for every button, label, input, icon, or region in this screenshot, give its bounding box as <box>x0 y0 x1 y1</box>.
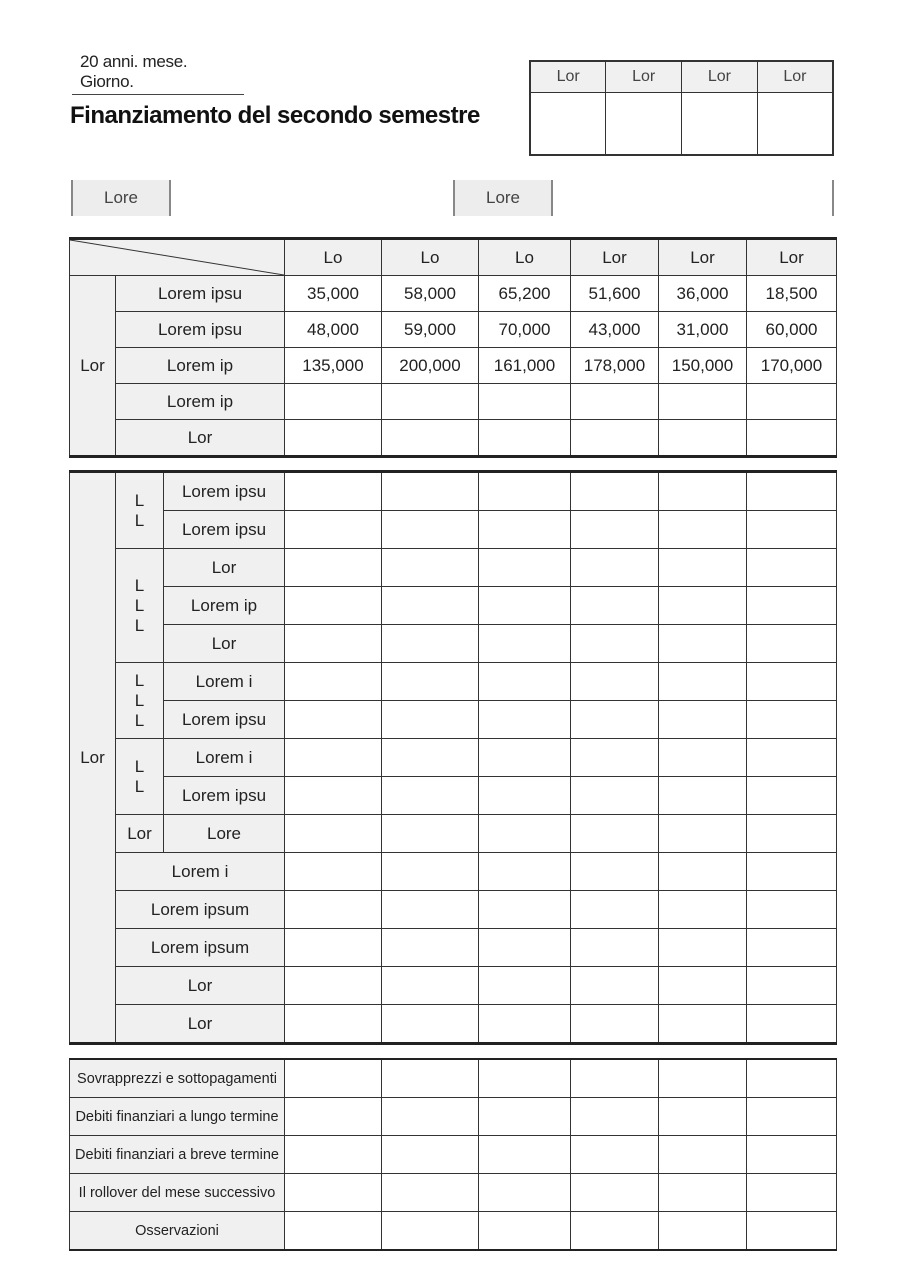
value-cell[interactable] <box>659 1059 747 1098</box>
value-cell[interactable] <box>571 777 659 815</box>
row-label: Lorem ip <box>116 384 285 420</box>
settlement-table <box>69 1058 837 1251</box>
row-label: Lorem ipsu <box>116 312 285 348</box>
value-cell[interactable] <box>747 815 837 853</box>
approval-header: Lor <box>757 61 833 93</box>
value-cell[interactable] <box>382 472 479 511</box>
value-cell[interactable] <box>571 1059 659 1098</box>
value-cell[interactable] <box>285 739 382 777</box>
value-cell[interactable] <box>479 739 571 777</box>
value-cell[interactable] <box>747 891 837 929</box>
value-cell[interactable] <box>747 384 837 420</box>
value-cell[interactable] <box>479 549 571 587</box>
value-cell[interactable] <box>571 1005 659 1044</box>
value-cell[interactable] <box>571 853 659 891</box>
value-cell[interactable] <box>285 587 382 625</box>
value-cell[interactable] <box>571 929 659 967</box>
column-header: Lo <box>382 239 479 276</box>
row-label: Lor <box>116 420 285 457</box>
value-cell[interactable] <box>479 853 571 891</box>
value-cell[interactable] <box>285 967 382 1005</box>
row-label: Lor <box>164 549 285 587</box>
value-cell[interactable] <box>659 1098 747 1136</box>
value-cell[interactable] <box>659 420 747 457</box>
approval-header: Lor <box>606 61 682 93</box>
value-cell[interactable] <box>659 891 747 929</box>
value-cell[interactable] <box>382 1098 479 1136</box>
value-cell[interactable] <box>571 472 659 511</box>
value-cell[interactable] <box>571 511 659 549</box>
value-cell[interactable]: 65,200 <box>479 276 571 312</box>
value-cell[interactable]: 135,000 <box>285 348 382 384</box>
value-cell[interactable] <box>382 1005 479 1044</box>
row-label: Lorem ipsu <box>164 472 285 511</box>
value-cell[interactable] <box>285 625 382 663</box>
value-cell[interactable]: 35,000 <box>285 276 382 312</box>
value-cell[interactable] <box>285 853 382 891</box>
value-cell[interactable] <box>382 625 479 663</box>
value-cell[interactable] <box>747 1005 837 1044</box>
column-header: Lor <box>659 239 747 276</box>
value-cell[interactable]: 60,000 <box>747 312 837 348</box>
row-label: Lorem i <box>116 853 285 891</box>
value-cell[interactable] <box>747 1098 837 1136</box>
value-cell[interactable] <box>571 384 659 420</box>
value-cell[interactable] <box>285 1174 382 1212</box>
column-header: Lo <box>479 239 571 276</box>
group-label: Lor <box>70 276 116 457</box>
value-cell[interactable] <box>479 1174 571 1212</box>
value-cell[interactable] <box>747 549 837 587</box>
value-cell[interactable] <box>659 1212 747 1251</box>
column-header: Lor <box>747 239 837 276</box>
value-cell[interactable] <box>285 701 382 739</box>
value-cell[interactable] <box>747 472 837 511</box>
row-label: Il rollover del mese successivo <box>70 1174 285 1212</box>
value-cell[interactable] <box>571 1212 659 1251</box>
value-cell[interactable] <box>479 1005 571 1044</box>
value-cell[interactable] <box>479 777 571 815</box>
value-cell[interactable] <box>382 511 479 549</box>
value-cell[interactable] <box>479 472 571 511</box>
approval-signature-cell[interactable] <box>606 93 682 156</box>
row-label: Lorem ipsu <box>164 511 285 549</box>
value-cell[interactable] <box>285 929 382 967</box>
value-cell[interactable] <box>571 1174 659 1212</box>
value-cell[interactable] <box>285 1098 382 1136</box>
value-cell[interactable] <box>382 1212 479 1251</box>
value-cell[interactable] <box>382 663 479 701</box>
value-cell[interactable]: 18,500 <box>747 276 837 312</box>
value-cell[interactable] <box>382 739 479 777</box>
value-cell[interactable] <box>571 587 659 625</box>
value-cell[interactable] <box>479 511 571 549</box>
value-cell[interactable] <box>747 1212 837 1251</box>
sub-group-mark: L L <box>116 739 164 815</box>
row-label: Lor <box>116 967 285 1005</box>
approval-header: Lor <box>530 61 606 93</box>
value-cell[interactable] <box>285 1212 382 1251</box>
value-cell[interactable] <box>659 384 747 420</box>
value-cell[interactable] <box>747 420 837 457</box>
row-label: Lorem ip <box>164 587 285 625</box>
value-cell[interactable] <box>285 663 382 701</box>
value-cell[interactable] <box>571 967 659 1005</box>
value-cell[interactable] <box>747 739 837 777</box>
diagonal-header-cell <box>70 239 285 276</box>
value-cell[interactable]: 178,000 <box>571 348 659 384</box>
sub-group-mark: Lor <box>116 815 164 853</box>
approval-header: Lor <box>682 61 758 93</box>
value-cell[interactable] <box>571 1136 659 1174</box>
value-cell[interactable] <box>479 663 571 701</box>
summary-table <box>69 237 837 458</box>
value-cell[interactable] <box>285 777 382 815</box>
row-label: Lorem ipsu <box>164 701 285 739</box>
value-cell[interactable] <box>285 1059 382 1098</box>
value-cell[interactable] <box>479 929 571 967</box>
value-cell[interactable] <box>382 815 479 853</box>
value-cell[interactable] <box>571 420 659 457</box>
value-cell[interactable] <box>382 1174 479 1212</box>
row-label: Lore <box>164 815 285 853</box>
value-cell[interactable] <box>285 549 382 587</box>
value-cell[interactable] <box>747 1059 837 1098</box>
value-cell[interactable] <box>382 929 479 967</box>
value-cell[interactable] <box>382 384 479 420</box>
value-cell[interactable] <box>659 1136 747 1174</box>
column-header: Lo <box>285 239 382 276</box>
value-cell[interactable] <box>571 891 659 929</box>
sub-group-mark: L L L <box>116 549 164 663</box>
value-cell[interactable]: 51,600 <box>571 276 659 312</box>
value-cell[interactable] <box>571 663 659 701</box>
value-cell[interactable] <box>659 549 747 587</box>
value-cell[interactable] <box>285 384 382 420</box>
value-cell[interactable] <box>571 1098 659 1136</box>
value-cell[interactable] <box>747 587 837 625</box>
value-cell[interactable] <box>479 384 571 420</box>
value-cell[interactable] <box>382 1136 479 1174</box>
value-cell[interactable] <box>479 1136 571 1174</box>
value-cell[interactable] <box>659 777 747 815</box>
value-cell[interactable] <box>285 1136 382 1174</box>
value-cell[interactable] <box>659 625 747 663</box>
page-title: Finanziamento del secondo semestre <box>70 102 480 129</box>
row-label: Lor <box>164 625 285 663</box>
value-cell[interactable] <box>285 420 382 457</box>
value-cell[interactable] <box>382 701 479 739</box>
detail-table <box>69 470 837 1045</box>
value-cell[interactable] <box>479 701 571 739</box>
value-cell[interactable] <box>479 587 571 625</box>
value-cell[interactable] <box>747 511 837 549</box>
value-cell[interactable] <box>747 929 837 967</box>
value-cell[interactable]: 58,000 <box>382 276 479 312</box>
row-label: Lorem ipsum <box>116 929 285 967</box>
row-label: Lorem ip <box>116 348 285 384</box>
value-cell[interactable]: 170,000 <box>747 348 837 384</box>
value-cell[interactable] <box>285 472 382 511</box>
row-label: Sovrapprezzi e sottopagamenti <box>70 1059 285 1098</box>
row-label: Lor <box>116 1005 285 1044</box>
value-cell[interactable] <box>382 777 479 815</box>
value-cell[interactable] <box>659 815 747 853</box>
value-cell[interactable] <box>382 587 479 625</box>
value-cell[interactable] <box>382 967 479 1005</box>
approval-signature-cell[interactable] <box>682 93 758 156</box>
value-cell[interactable] <box>659 472 747 511</box>
value-cell[interactable] <box>659 853 747 891</box>
value-cell[interactable] <box>479 1212 571 1251</box>
value-cell[interactable] <box>382 549 479 587</box>
label-box-left: Lore <box>71 180 171 216</box>
approval-signature-cell[interactable] <box>757 93 833 156</box>
row-label: Debiti finanziari a breve termine <box>70 1136 285 1174</box>
value-cell[interactable] <box>659 701 747 739</box>
value-cell[interactable] <box>382 1059 479 1098</box>
row-label: Osservazioni <box>70 1212 285 1251</box>
value-cell[interactable] <box>285 815 382 853</box>
value-cell[interactable] <box>571 701 659 739</box>
column-header: Lor <box>571 239 659 276</box>
value-cell[interactable]: 200,000 <box>382 348 479 384</box>
value-cell[interactable] <box>747 1174 837 1212</box>
sub-group-mark: L L <box>116 472 164 549</box>
value-cell[interactable] <box>571 815 659 853</box>
value-cell[interactable] <box>659 1174 747 1212</box>
value-cell[interactable] <box>382 420 479 457</box>
value-cell[interactable] <box>571 625 659 663</box>
row-label: Lorem i <box>164 739 285 777</box>
value-cell[interactable] <box>571 549 659 587</box>
approval-signature-cell[interactable] <box>530 93 606 156</box>
value-cell[interactable] <box>479 815 571 853</box>
value-cell[interactable]: 31,000 <box>659 312 747 348</box>
value-cell[interactable]: 150,000 <box>659 348 747 384</box>
value-cell[interactable] <box>659 511 747 549</box>
value-cell[interactable] <box>659 587 747 625</box>
value-cell[interactable] <box>659 663 747 701</box>
date-line: 20 anni. mese. Giorno. <box>72 52 244 95</box>
value-cell[interactable] <box>479 420 571 457</box>
approval-table <box>529 60 834 156</box>
value-cell[interactable] <box>479 1098 571 1136</box>
value-cell[interactable]: 43,000 <box>571 312 659 348</box>
row-label: Lorem ipsum <box>116 891 285 929</box>
value-cell[interactable] <box>285 1005 382 1044</box>
value-cell[interactable] <box>659 1005 747 1044</box>
row-label: Lorem ipsu <box>164 777 285 815</box>
value-cell[interactable] <box>479 625 571 663</box>
value-cell[interactable] <box>285 891 382 929</box>
value-cell[interactable] <box>479 1059 571 1098</box>
value-cell[interactable] <box>659 967 747 1005</box>
value-cell[interactable] <box>747 663 837 701</box>
value-cell[interactable] <box>659 929 747 967</box>
label-divider <box>832 180 834 216</box>
label-box-middle: Lore <box>453 180 553 216</box>
value-cell[interactable] <box>571 739 659 777</box>
value-cell[interactable]: 59,000 <box>382 312 479 348</box>
value-cell[interactable] <box>382 891 479 929</box>
value-cell[interactable] <box>747 701 837 739</box>
value-cell[interactable] <box>747 853 837 891</box>
sub-group-mark: L L L <box>116 663 164 739</box>
value-cell[interactable] <box>479 967 571 1005</box>
value-cell[interactable]: 48,000 <box>285 312 382 348</box>
group-label: Lor <box>70 472 116 1044</box>
row-label: Lorem i <box>164 663 285 701</box>
row-label: Debiti finanziari a lungo termine <box>70 1098 285 1136</box>
value-cell[interactable] <box>285 511 382 549</box>
value-cell[interactable] <box>747 625 837 663</box>
value-cell[interactable]: 36,000 <box>659 276 747 312</box>
value-cell[interactable] <box>747 1136 837 1174</box>
value-cell[interactable] <box>659 739 747 777</box>
value-cell[interactable]: 161,000 <box>479 348 571 384</box>
value-cell[interactable]: 70,000 <box>479 312 571 348</box>
row-label: Lorem ipsu <box>116 276 285 312</box>
value-cell[interactable] <box>747 777 837 815</box>
value-cell[interactable] <box>747 967 837 1005</box>
value-cell[interactable] <box>479 891 571 929</box>
value-cell[interactable] <box>382 853 479 891</box>
